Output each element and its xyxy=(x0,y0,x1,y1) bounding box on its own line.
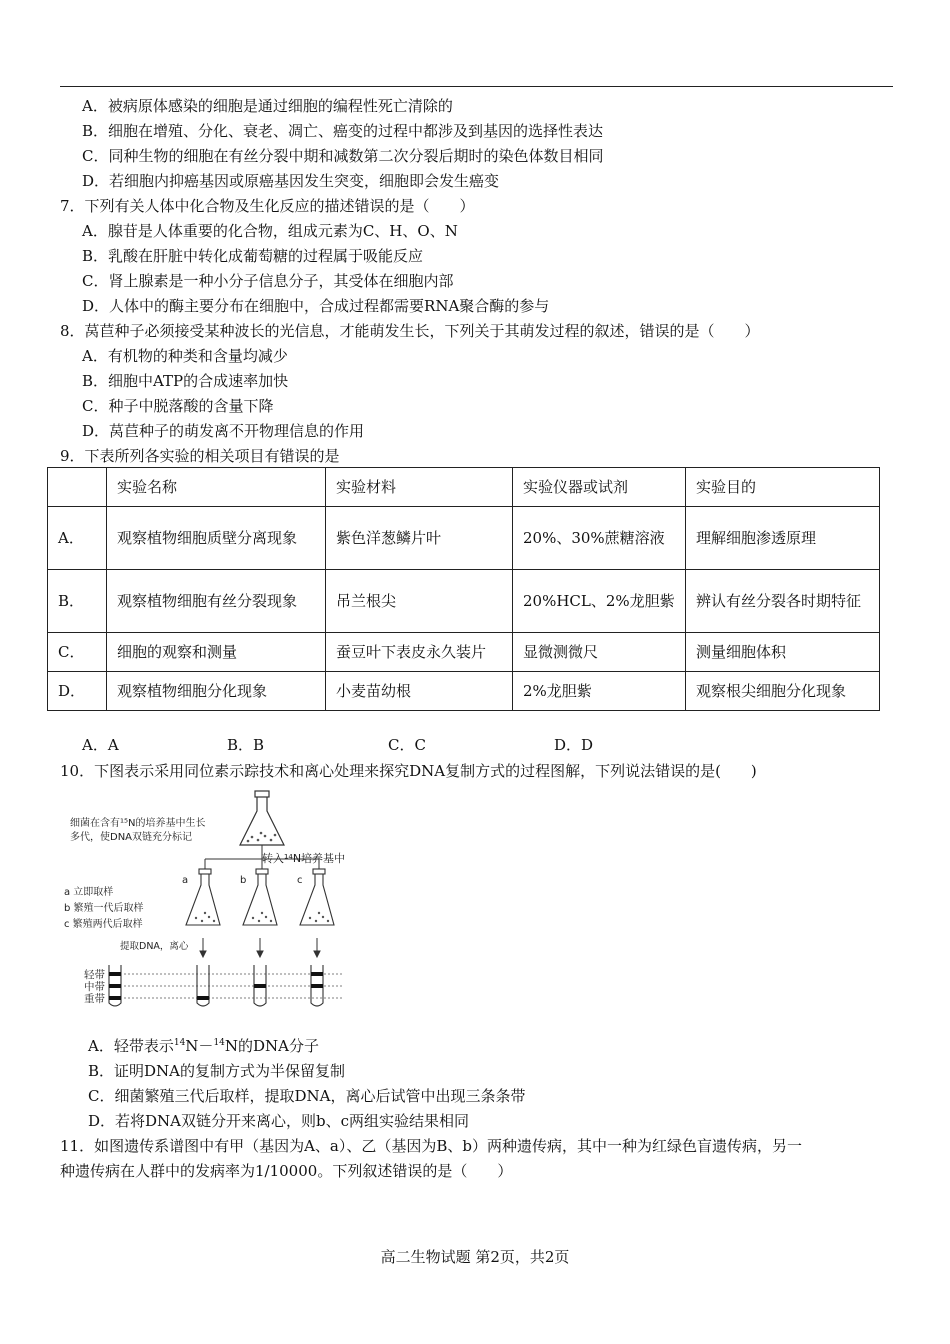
table-cell: C． xyxy=(48,633,107,672)
q10-option-a-post: N的DNA分子 xyxy=(224,1037,319,1055)
fig-label-a: a xyxy=(182,875,189,886)
table-cell: 观察植物细胞分化现象 xyxy=(107,672,326,711)
table-cell: 显微测微尺 xyxy=(513,633,686,672)
table-cell: A． xyxy=(48,507,107,570)
dna-replication-figure xyxy=(62,785,352,1015)
q10-stem: 10．下图表示采用同位素示踪技术和离心处理来探究DNA复制方式的过程图解，下列说法错误的是( ) xyxy=(60,762,757,780)
table-cell: 紫色洋葱鳞片叶 xyxy=(326,507,513,570)
fig-band-mid: 中带 xyxy=(84,981,105,993)
fig-sample-a: a 立即取样 xyxy=(64,887,114,898)
page-footer: 高二生物试题 第2页，共2页 xyxy=(380,1248,570,1266)
top-rule xyxy=(60,86,893,87)
table-header-cell xyxy=(48,468,107,507)
fig-label-b: b xyxy=(240,875,247,886)
q10-option-c: C．细菌繁殖三代后取样，提取DNA，离心后试管中出现三条条带 xyxy=(88,1087,526,1105)
tube-a-icon xyxy=(197,965,209,1006)
q10-option-a-pre: A．轻带表示 xyxy=(88,1037,174,1055)
q10-option-a-sup2: 14 xyxy=(213,1038,225,1048)
fig-desc-line2: 多代，使DNA双链充分标记 xyxy=(70,832,193,843)
tube-b-icon xyxy=(254,965,266,1006)
fig-extract-label: 提取DNA，离心 xyxy=(120,941,189,952)
fig-band-light: 轻带 xyxy=(84,969,105,981)
table-header-cell: 实验材料 xyxy=(326,468,513,507)
q10-option-a xyxy=(88,1036,319,1056)
q10-option-a-mid: N－ xyxy=(185,1037,214,1055)
table-cell: 蚕豆叶下表皮永久装片 xyxy=(326,633,513,672)
q8-option-a: A．有机物的种类和含量均减少 xyxy=(82,347,288,365)
q8-stem: 8．莴苣种子必须接受某种波长的光信息，才能萌发生长，下列关于其萌发过程的叙述，错误的是（ ） xyxy=(60,322,760,340)
q11-line1: 11．如图遗传系谱图中有甲（基因为A、a）、乙（基因为B、b）两种遗传病，其中一种为红绿色盲遗传病，另一 xyxy=(60,1137,802,1155)
table-row xyxy=(48,672,880,711)
q10-option-a-sup1: 14 xyxy=(173,1038,186,1048)
table-cell: 细胞的观察和测量 xyxy=(107,633,326,672)
table-row xyxy=(48,507,880,570)
table-cell: 小麦苗幼根 xyxy=(326,672,513,711)
q11-line2: 种遗传病在人群中的发病率为1/10000。下列叙述错误的是（ ） xyxy=(60,1162,513,1180)
q9-answer-a: A．A xyxy=(82,736,119,754)
q6-option-c: C．同种生物的细胞在有丝分裂中期和减数第二次分裂后期时的染色体数目相同 xyxy=(82,147,604,165)
q7-option-d: D．人体中的酶主要分布在细胞中，合成过程都需要RNA聚合酶的参与 xyxy=(82,297,550,315)
q7-option-b: B．乳酸在肝脏中转化成葡萄糖的过程属于吸能反应 xyxy=(82,247,424,265)
table-cell: D． xyxy=(48,672,107,711)
flask-c-icon xyxy=(300,869,334,925)
q9-answer-b: B．B xyxy=(227,736,265,754)
flask-b-icon xyxy=(243,869,277,925)
table-cell: 20%HCL、2%龙胆紫 xyxy=(513,570,686,633)
table-cell: 理解细胞渗透原理 xyxy=(686,507,880,570)
top-flask-icon xyxy=(240,791,284,845)
table-row xyxy=(48,633,880,672)
table-cell: 20%、30%蔗糖溶液 xyxy=(513,507,686,570)
fig-sample-c: c 繁殖两代后取样 xyxy=(64,919,143,930)
fig-band-heavy: 重带 xyxy=(84,993,105,1005)
table-cell: B． xyxy=(48,570,107,633)
table-cell: 观察植物细胞有丝分裂现象 xyxy=(107,570,326,633)
table-cell: 测量细胞体积 xyxy=(686,633,880,672)
fig-transfer-label: 转入¹⁴N培养基中 xyxy=(262,852,346,865)
fig-label-c: c xyxy=(297,875,303,886)
q6-option-a: A．被病原体感染的细胞是通过细胞的编程性死亡清除的 xyxy=(82,97,453,115)
q9-answer-c: C．C xyxy=(388,736,426,754)
q8-option-b: B．细胞中ATP的合成速率加快 xyxy=(82,372,289,390)
table-header-cell: 实验仪器或试剂 xyxy=(513,468,686,507)
q9-stem: 9．下表所列各实验的相关项目有错误的是 xyxy=(60,447,340,465)
table-cell: 观察植物细胞质壁分离现象 xyxy=(107,507,326,570)
table-header-cell: 实验目的 xyxy=(686,468,880,507)
q8-option-c: C．种子中脱落酸的含量下降 xyxy=(82,397,274,415)
q7-option-a: A．腺苷是人体重要的化合物，组成元素为C、H、O、N xyxy=(82,222,458,240)
bacteria-dots-icon xyxy=(247,832,277,843)
q10-option-b: B．证明DNA的复制方式为半保留复制 xyxy=(88,1062,346,1080)
table-row xyxy=(48,570,880,633)
bacteria-dots-icon xyxy=(195,912,329,922)
table-cell: 吊兰根尖 xyxy=(326,570,513,633)
down-arrows xyxy=(200,938,320,957)
q6-option-b: B．细胞在增殖、分化、衰老、凋亡、癌变的过程中都涉及到基因的选择性表达 xyxy=(82,122,604,140)
table-cell: 辨认有丝分裂各时期特征 xyxy=(686,570,880,633)
q8-option-d: D．莴苣种子的萌发离不开物理信息的作用 xyxy=(82,422,365,440)
q6-option-d: D．若细胞内抑癌基因或原癌基因发生突变，细胞即会发生癌变 xyxy=(82,172,500,190)
fig-desc-line1: 细菌在含有¹⁵N的培养基中生长 xyxy=(70,818,206,829)
reference-tube-icon xyxy=(109,965,121,1006)
q10-option-d: D．若将DNA双链分开来离心，则b、c两组实验结果相同 xyxy=(88,1112,470,1130)
table-header-row xyxy=(48,468,880,507)
table-cell: 观察根尖细胞分化现象 xyxy=(686,672,880,711)
flask-a-icon xyxy=(186,869,220,925)
q7-option-c: C．肾上腺素是一种小分子信息分子，其受体在细胞内部 xyxy=(82,272,454,290)
q9-answer-d: D．D xyxy=(554,736,594,754)
tube-c-icon xyxy=(311,965,323,1006)
experiment-table xyxy=(47,467,880,711)
fig-sample-b: b 繁殖一代后取样 xyxy=(64,903,144,914)
table-header-cell: 实验名称 xyxy=(107,468,326,507)
table-cell: 2%龙胆紫 xyxy=(513,672,686,711)
q7-stem: 7．下列有关人体中化合物及生化反应的描述错误的是（ ） xyxy=(60,197,475,215)
